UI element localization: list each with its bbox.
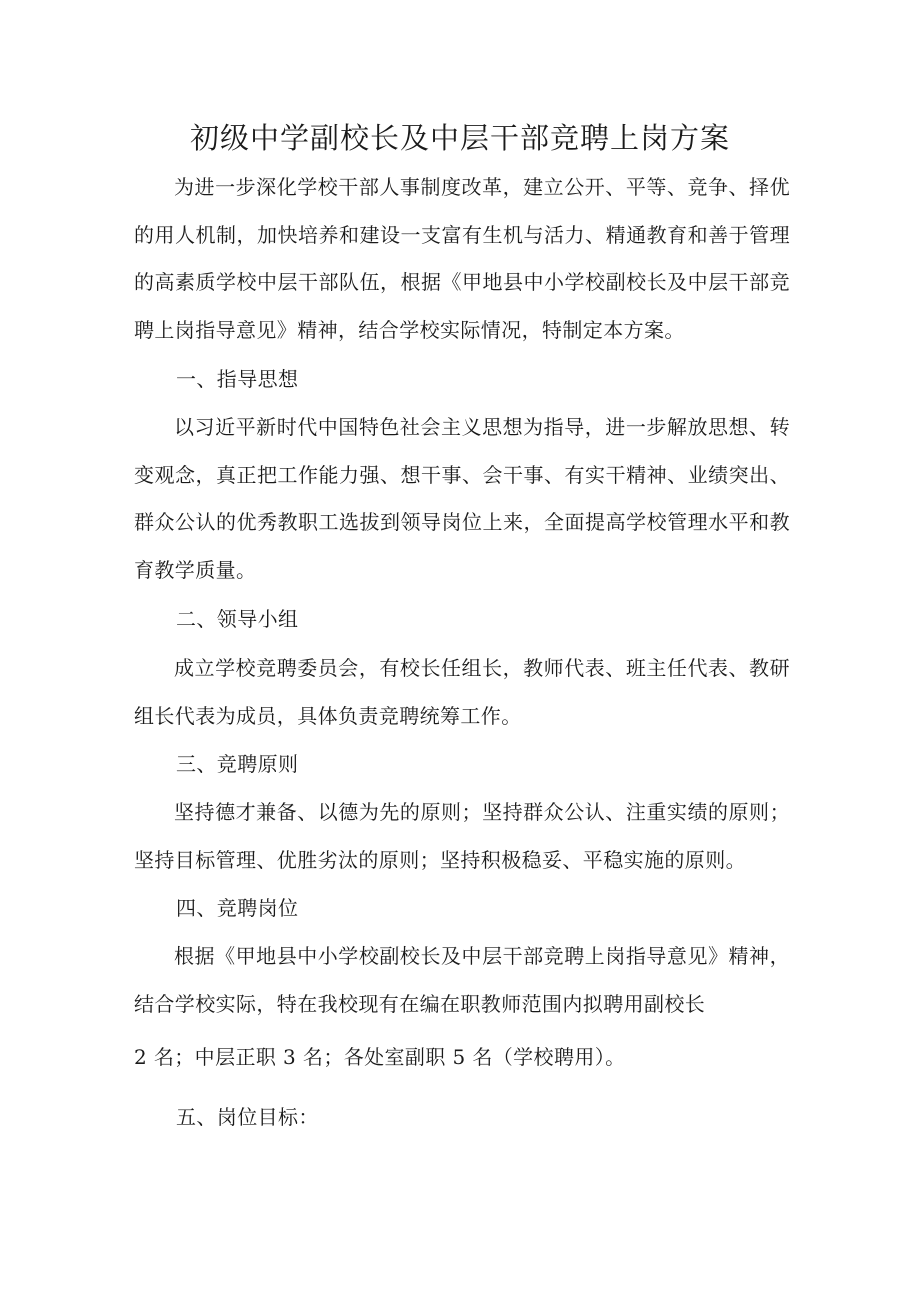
section-text-principles: 坚持德才兼备、以德为先的原则；坚持群众公认、注重实绩的原则；坚持目标管理、优胜劣汰的原则；坚持积极稳妥、平稳实施的原则。 [134,800,790,872]
section-heading-targets: 五、岗位目标： [176,1105,319,1129]
intro-paragraph: 为进一步深化学校干部人事制度改革，建立公开、平等、竞争、择优的用人机制，加快培养和建设一支富有生机与活力、精通教育和善于管理的高素质学校中层干部队伍，根据《甲地县中小学校副校长及中层干部竞聘上岗指导意见》精神，结合学校实际情况，特制定本方案。 [134,175,790,342]
section-heading-guiding-ideology: 一、指导思想 [176,367,299,391]
section-heading-positions: 四、竞聘岗位 [176,896,299,920]
section-heading-leading-group: 二、领导小组 [176,607,299,631]
section-text-positions: 根据《甲地县中小学校副校长及中层干部竞聘上岗指导意见》精神，结合学校实际，特在我校现有在编在职教师范围内拟聘用副校长 [134,944,790,1016]
section-text-guiding-ideology: 以习近平新时代中国特色社会主义思想为指导，进一步解放思想、转变观念，真正把工作能力强、想干事、会干事、有实干精神、业绩突出、群众公认的优秀教职工选拔到领导岗位上来，全面提高学校管理水平和教育教学质量。 [134,415,790,582]
section-text-positions-continued: 2 名；中层正职 3 名；各处室副职 5 名（学校聘用）。 [134,1045,626,1069]
section-heading-principles: 三、竞聘原则 [176,752,299,776]
section-text-leading-group: 成立学校竞聘委员会，有校长任组长，教师代表、班主任代表、教研组长代表为成员，具体负责竞聘统筹工作。 [134,656,790,728]
document-title: 初级中学副校长及中层干部竞聘上岗方案 [189,121,730,155]
